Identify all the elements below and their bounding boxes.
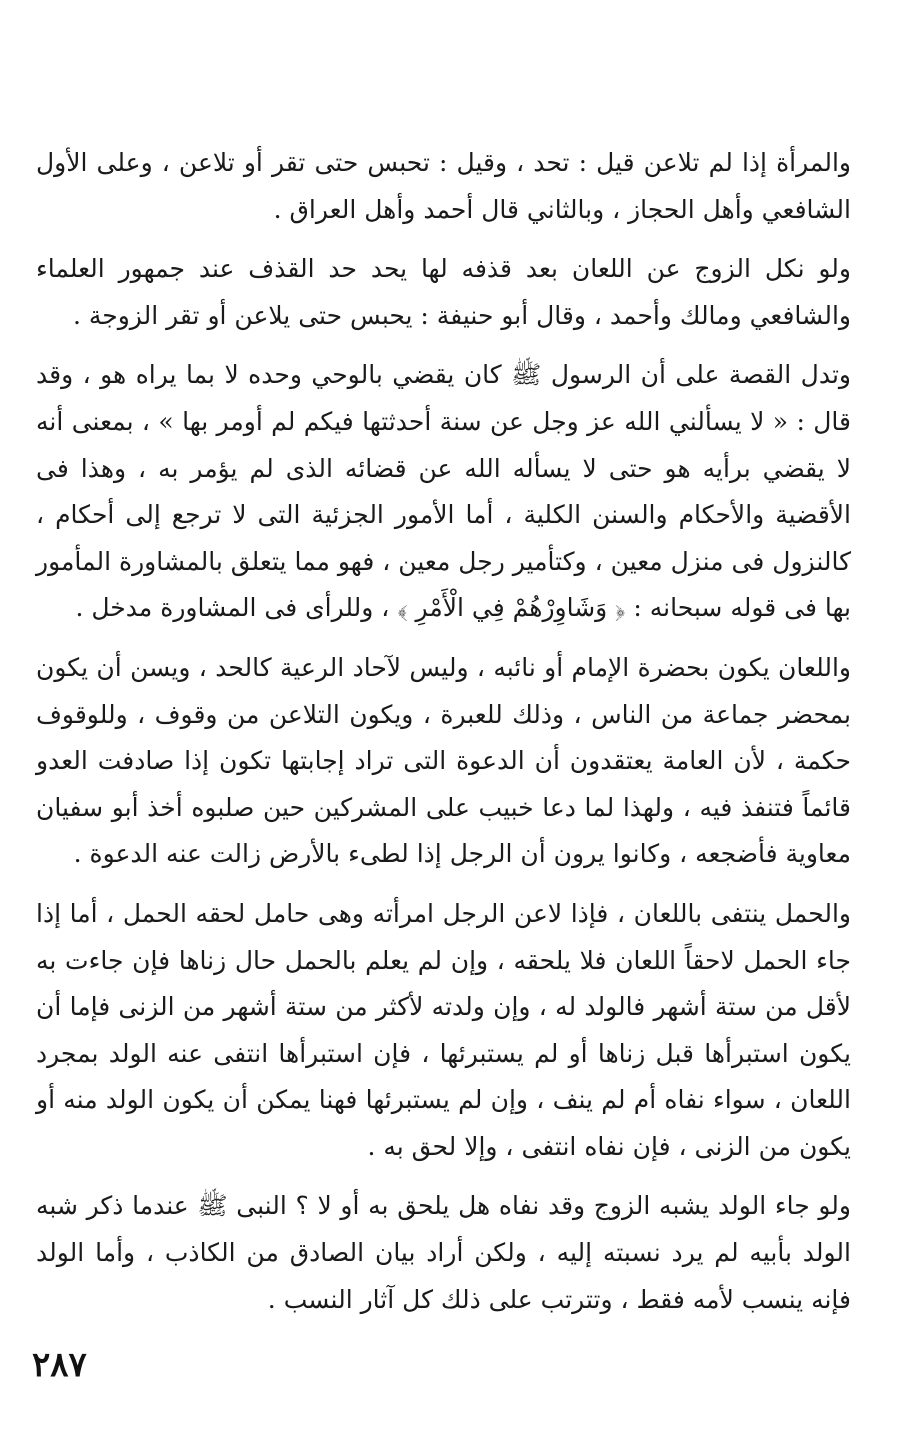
paragraph-6 xyxy=(36,1183,851,1323)
paragraph-text: ولو جاء الولد يشبه الزوج وقد نفاه هل يلحق به أو لا ؟ النبى ﷺ عندما ذكر شبه الولد بأبيه لم يرد نسبته إليه ، ولكن أراد بيان الصادق من الكاذب ، وأما الولد فإنه ينسب لأمه فقط ، وتترتب على ذلك كل آثار النسب . xyxy=(36,1191,851,1314)
page-number: ٢٨٧ xyxy=(32,1345,87,1385)
paragraph-text: والمرأة إذا لم تلاعن قيل : تحد ، وقيل : تحبس حتى تقر أو تلاعن ، وعلى الأول الشافعي وأهل الحجاز ، وبالثاني قال أحمد وأهل العراق . xyxy=(36,148,851,224)
paragraph-5 xyxy=(36,891,851,1171)
paragraph-text: والحمل ينتفى باللعان ، فإذا لاعن الرجل امرأته وهى حامل لحقه الحمل ، أما إذا جاء الحمل لاحقاً اللعان فلا يلحقه ، وإن لم يعلم بالحمل حال زناها فإن جاءت به لأقل من ستة أشهر فالولد له ، وإن ولدته لأكثر من ستة أشهر من الزنى فإما أن يكون استبرأها قبل زناها أو لم يستبرئها ، فإن استبرأها انتفى عنه الولد بمجرد اللعان ، سواء نفاه أم لم ينف ، وإن لم يستبرئها فهنا يمكن أن يكون الولد منه أو يكون من الزنى ، فإن نفاه انتفى ، وإلا لحق به . xyxy=(36,898,851,1161)
paragraph-text: واللعان يكون بحضرة الإمام أو نائبه ، وليس لآحاد الرعية كالحد ، ويسن أن يكون بمحضر جماعة من الناس ، وذلك للعبرة ، ويكون التلاعن من وقوف ، وللوقوف حكمة ، لأن العامة يعتقدون أن الدعوة التى تراد إجابتها تكون إذا صادفت العدو قائماً فتنفذ فيه ، ولهذا لما دعا خبيب على المشركين حين صلبوه أخذ أبو سفيان معاوية فأضجعه ، وكانوا يرون أن الرجل إذا لطىء بالأرض زالت عنه الدعوة . xyxy=(36,652,851,869)
paragraph-2 xyxy=(36,246,851,339)
page-body-text xyxy=(36,140,851,1336)
paragraph-text: ولو نكل الزوج عن اللعان بعد قذفه لها يحد حد القذف عند جمهور العلماء والشافعي ومالك وأحمد ، وقال أبو حنيفة : يحبس حتى يلاعن أو تقر الزوجة . xyxy=(36,254,851,330)
paragraph-4 xyxy=(36,645,851,878)
paragraph-3 xyxy=(36,352,851,632)
paragraph-1 xyxy=(36,140,851,233)
paragraph-text: وتدل القصة على أن الرسول ﷺ كان يقضي بالوحي وحده لا بما يراه هو ، وقد قال : « لا يسألني الله عز وجل عن سنة أحدثتها فيكم لم أومر بها » ، بمعنى أنه لا يقضي برأيه هو حتى لا يسأله الله عن قضائه الذى لم يؤمر به ، وهذا فى الأقضية والأحكام والسنن الكلية ، أما الأمور الجزئية التى لا ترجع إلى أحكام ، كالنزول فى منزل معين ، وكتأمير رجل معين ، فهو مما يتعلق بالمشاورة المأمور بها فى قوله سبحانه : ﴿ وَشَاوِرْهُمْ فِي الْأَمْرِ ﴾ ، وللرأى فى المشاورة مدخل . xyxy=(36,360,851,623)
